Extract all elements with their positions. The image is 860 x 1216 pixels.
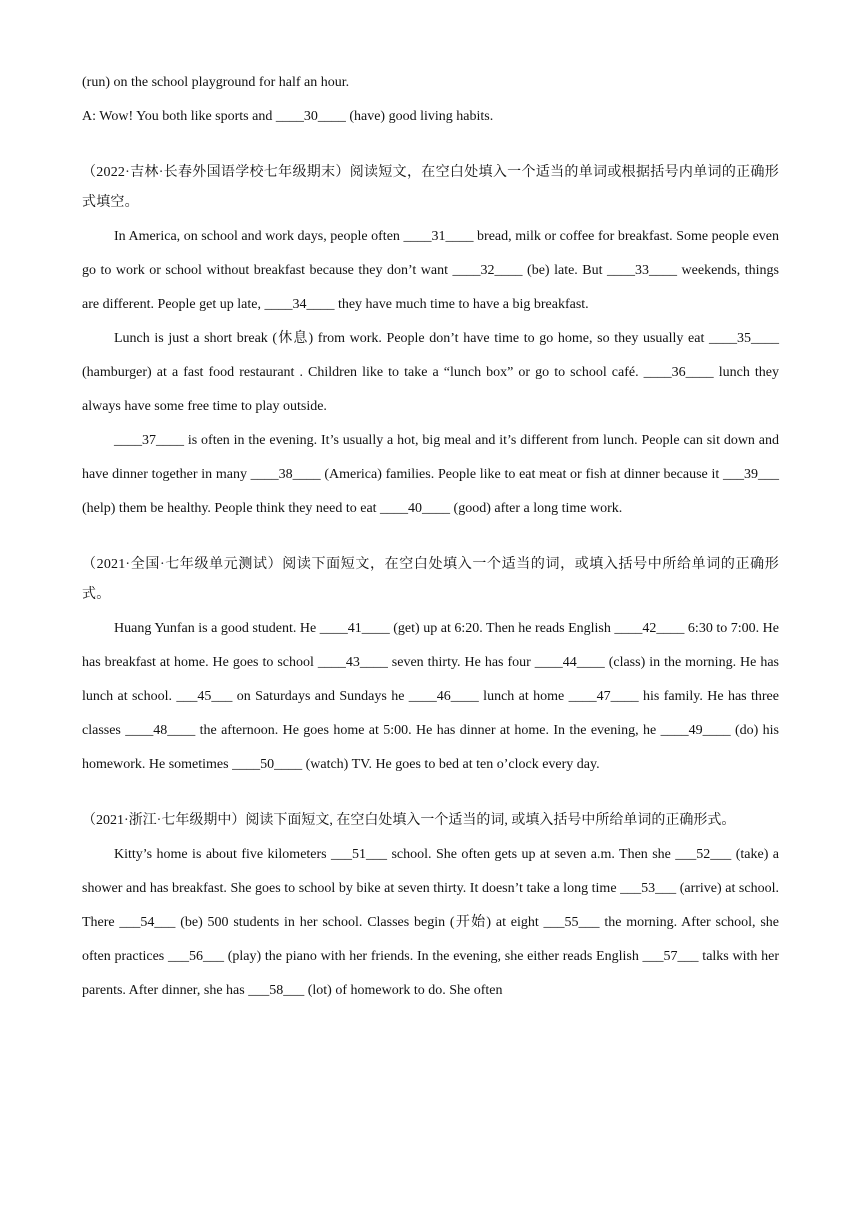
passage-section [82,806,779,1008]
intro-line: (run) on the school playground for half an hour. [82,75,350,90]
passage-paragraph: Lunch is just a short break (休息) from work. People don’t have time to go home, so they usually eat ____35____ (hamburger) at a fast food restaurant . Children like to take a “lunch box” or go to school café. ____36____ lunch they always have some free time to play outside. [82,331,779,414]
passage-paragraph: Huang Yunfan is a good student. He ____41____ (get) up at 6:20. Then he reads English ____42____ 6:30 to 7:00. He has breakfast at home. He goes to school ____43____ seven thirty. He has four ____44____ (class) in the morning. He has lunch at school. ___45___ on Saturdays and Sundays he ____46____ lunch at home ____47____ his family. He has three classes ____48____ the afternoon. He goes home at 5:00. He has dinner at home. In the evening, he ____49____ (do) his homework. He sometimes ____50____ (watch) TV. He goes to bed at ten o’clock every day. [82,621,779,772]
passage-paragraph: In America, on school and work days, people often ____31____ bread, milk or coffee for breakfast. Some people even go to work or school without breakfast because they don’t want ____32____ (be) late. But ____33____ weekends, things are different. People get up late, ____34____ they have much time to have a big breakfast. [82,229,779,312]
passage-paragraph: Kitty’s home is about five kilometers ___51___ school. She often gets up at seven a.m. Then she ___52___ (take) a shower and has breakfast. She goes to school by bike at seven thirty. It doesn’t take a long time ___53___ (arrive) at school. There ___54___ (be) 500 students in her school. Classes begin (开始) at eight ___55___ the morning. After school, she often practices ___56___ (play) the piano with her friends. In the evening, she either reads English ___57___ talks with her parents. After dinner, she has ___58___ (lot) of homework to do. She often [82,847,779,998]
passage-paragraph: ____37____ is often in the evening. It’s usually a hot, big meal and it’s different from lunch. People can sit down and have dinner together in many ____38____ (America) families. People like to eat meat or fish at dinner because it ___39___ (help) them be healthy. People think they need to eat ____40____ (good) after a long time work. [82,433,779,516]
section-heading: （2022·吉林·长春外国语学校七年级期末）阅读短文，在空白处填入一个适当的单词或根据括号内单词的正确形式填空。 [82,165,779,210]
passage-section [82,158,779,526]
intro-line: A: Wow! You both like sports and ____30____ (have) good living habits. [82,109,494,124]
passage-section [82,550,779,782]
section-heading: （2021·浙江·七年级期中）阅读下面短文, 在空白处填入一个适当的词, 或填入括号中所给单词的正确形式。 [82,813,736,828]
section-heading: （2021·全国·七年级单元测试）阅读下面短文，在空白处填入一个适当的词，或填入括号中所给单词的正确形式。 [82,557,779,602]
document-page [82,66,779,1008]
